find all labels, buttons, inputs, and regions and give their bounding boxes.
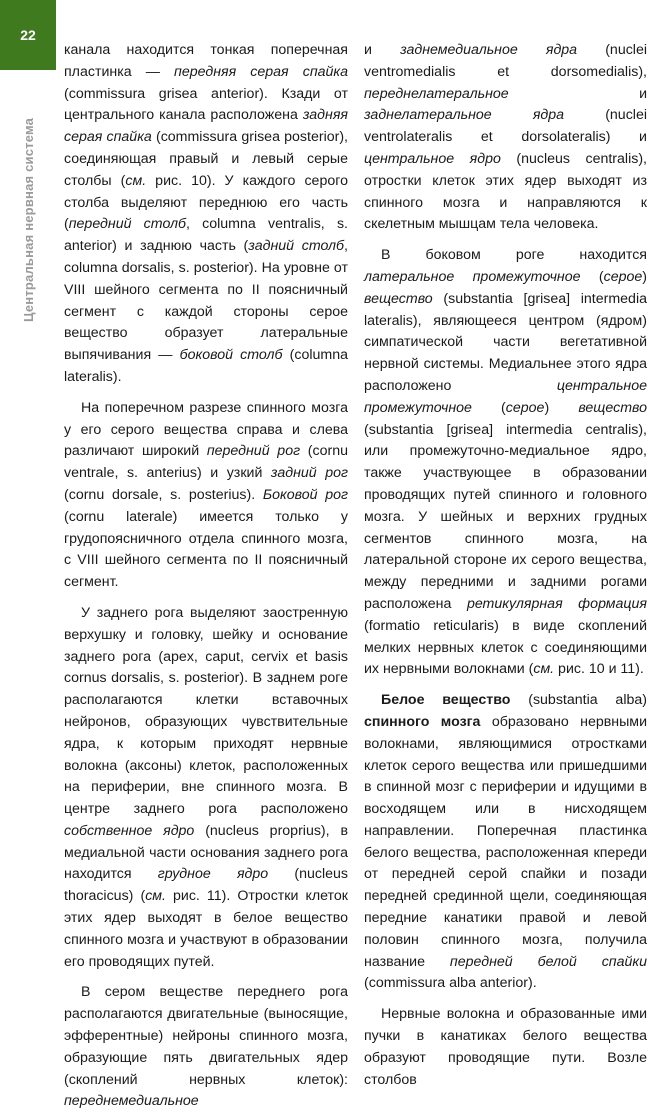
text-run: ): [642, 268, 647, 285]
text-run: (cornu ventrale, s. anterius) и узкий: [64, 443, 348, 482]
text-run: (commissura alba anterior).: [364, 975, 537, 992]
bold-term: Белое вещество: [381, 692, 511, 709]
right-text-column: [364, 40, 647, 1091]
text-run: (commissura grisea anterior). Кзади от центрального канала расположена: [64, 85, 348, 124]
text-run: (nucleus thoracicus) (: [64, 866, 348, 905]
italic-term: переднелатеральное: [364, 85, 509, 102]
italic-term: грудное ядро: [157, 866, 269, 883]
text-run: (columna lateralis).: [64, 347, 349, 385]
text-run: На поперечном разрезе спинного мозга у его серого вещества справа и слева различают широкий: [64, 399, 348, 460]
paragraph: [364, 690, 647, 995]
text-run: , columna dorsalis, s. posterior). На уровне от VIII шейного сегмента по II поясничный сегмент с каждой стороны серое вещество образует латеральные выпячивания —: [64, 238, 348, 364]
text-run: , columna ventralis, s. anterior) и заднюю часть (: [64, 216, 348, 255]
paragraph: [64, 982, 348, 1113]
italic-term: передняя серая спайка: [174, 63, 348, 80]
text-run: (cornu laterale) имеется только у грудопоясничного отдела спинного мозга, с VIII шейного сегмента по II поясничный сегмент.: [64, 508, 348, 591]
italic-term: центральное ядро: [364, 150, 501, 167]
text-run: (nucleus centralis), отростки клеток этих ядер выходят из спинного мозга и направляются к скелетным мышцам тела человека.: [364, 150, 647, 233]
italic-term: см.: [125, 172, 147, 189]
text-run: и: [364, 42, 401, 58]
text-run: (substantia [grisea] intermedia centralis), или промежуточно-медиальное ядро, также участвующее в образовании проводящих путей спинного и головного мозга. У шейных и верхних грудных сегментов спинного мозга, на латеральной стороне их серого вещества, между передними и задними рогами расположена: [364, 421, 647, 612]
text-run: (nuclei ventrolateralis et dorsolateralis) и: [364, 107, 647, 146]
text-run: В сером веществе переднего рога располагаются двигательные (выносящие, эфферентные) нейроны спинного мозга, образующие пять двигательных ядер (скоплений нервных клеток):: [64, 984, 348, 1088]
page-number: 22: [20, 27, 36, 43]
text-run: рис. 11). Отростки клеток этих ядер выходят в белое вещество спинного мозга и участвуют в образовании его проводящих путей.: [64, 888, 348, 970]
italic-term: боковой столб: [179, 347, 283, 364]
text-run: рис. 10). У каждого серого столба выделяют переднюю его часть (: [64, 172, 348, 233]
italic-term: задний рог: [270, 465, 348, 482]
text-run: (: [580, 268, 604, 285]
italic-term: передний столб: [68, 216, 186, 233]
italic-term: переднемедиальное: [64, 1093, 199, 1110]
italic-term: передней белой спайки: [449, 953, 647, 970]
italic-term: передний рог: [206, 443, 301, 460]
page-number-tab: [0, 0, 56, 70]
italic-term: латеральное промежуточное: [364, 268, 581, 285]
italic-term: серое: [505, 399, 545, 416]
text-run: (nuclei ventromedialis et dorsomedialis),: [364, 42, 647, 80]
paragraph: [64, 398, 348, 594]
text-run: рис. 10 и 11).: [554, 661, 644, 678]
text-run: (commissura grisea posterior), соединяющая правый и левый серые столбы (: [64, 129, 348, 189]
text-run: (substantia [grisea] intermedia lateralis), являющееся центром (ядром) симпатической части вегетативной нервной системы. Медиальнее этого ядра расположено: [364, 290, 647, 394]
text-run: У заднего рога выделяют заостренную верхушку и головку, шейку и основание заднего рога (apex, caput, cervix et basis cornus dorsalis, s. posterior). В заднем роге располагаются клетки вставочных нейронов, образующих чувствительные ядра, к которым приходят нервные волокна (аксоны) клеток, расположенных на периферии, вне спинного мозга. В центре заднего рога расположено: [64, 604, 348, 818]
italic-term: вещество: [578, 399, 647, 416]
left-text-column: [64, 40, 348, 1113]
paragraph: [364, 40, 647, 236]
italic-term: задняя серая спайка: [64, 107, 348, 146]
italic-term: заднелатеральное ядра: [364, 107, 565, 124]
italic-term: см.: [145, 888, 166, 905]
italic-term: собственное ядро: [64, 822, 195, 839]
paragraph: [364, 1004, 647, 1091]
italic-term: заднемедиальное ядра: [400, 42, 578, 58]
running-section-title: Центральная нервная система: [21, 117, 36, 322]
italic-term: ретикулярная формация: [466, 595, 647, 612]
text-run: (substantia alba): [510, 692, 647, 709]
text-run: канала находится тонкая поперечная пластинка —: [64, 42, 348, 80]
italic-term: центральное промежуточное: [364, 377, 647, 416]
paragraph: [64, 40, 348, 389]
italic-term: задний столб: [248, 238, 345, 255]
text-run: В боковом роге находится: [381, 247, 647, 264]
italic-term: см.: [533, 661, 555, 678]
text-run: Нервные волокна и образованные ими пучки в канатиках белого вещества образуют проводящие пути. Возле столбов: [364, 1006, 647, 1088]
text-run: (nucleus proprius), в медиальной части основания заднего рога находится: [64, 822, 348, 883]
text-run: образовано нервными волокнами, являющимися отростками клеток серого вещества или пришедшими в спинной мозг с периферии и идущими в восходящем или в нисходящем направлении. Поперечная пластинка белого вещества, расположенная кпереди от передней серой спайки и позади передней срединной щели, соединяющая передние канатики правой и левой половин спинного мозга, получила название: [364, 713, 647, 970]
text-run: (formatio reticularis) в виде скоплений мелких нервных клеток с соединяющими их нервными волокнами (: [364, 617, 647, 678]
paragraph: [64, 603, 348, 974]
text-run: (: [471, 399, 506, 416]
bold-term: спинного мозга: [364, 713, 481, 730]
text-run: ): [544, 399, 579, 416]
italic-term: вещество: [364, 290, 433, 307]
paragraph: [364, 245, 647, 681]
text-run: и: [508, 85, 647, 102]
italic-term: Боковой рог: [262, 486, 348, 503]
text-run: (cornu dorsale, s. posterius).: [64, 486, 263, 503]
italic-term: серое: [603, 268, 643, 285]
